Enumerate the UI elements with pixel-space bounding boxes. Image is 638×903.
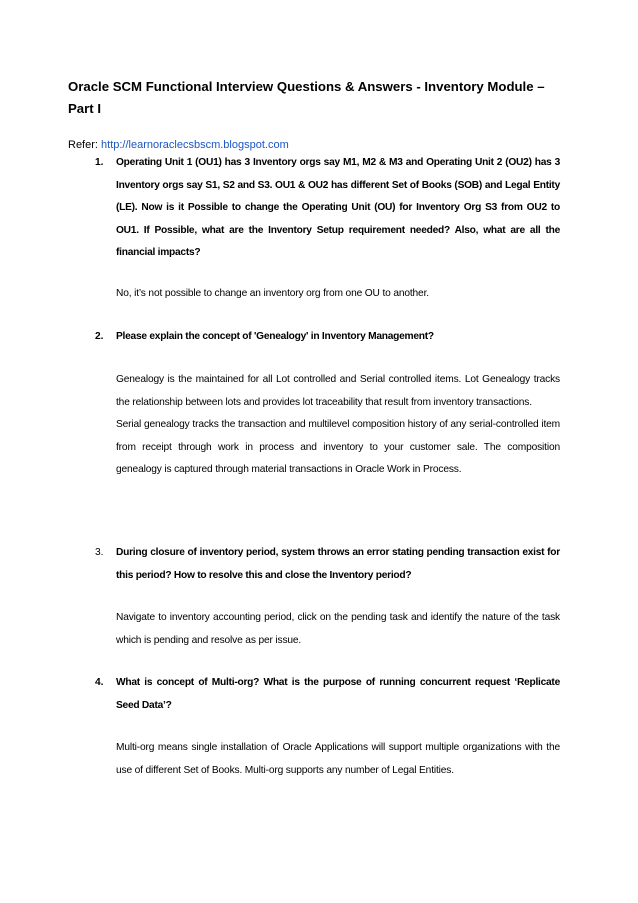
question-number: 4. xyxy=(95,677,104,688)
document-title: Oracle SCM Functional Interview Questions & Answers - Inventory Module – Part I xyxy=(68,79,545,116)
answer-block-2 xyxy=(116,369,560,482)
question-text: Operating Unit 1 (OU1) has 3 Inventory orgs say M1, M2 & M3 and Operating Unit 2 (OU2) has 3 Inventory orgs say S1, S2 and S3. OU1 & OU2 has different Set of Books (SOB) and Legal Entity (LE). Now is it Possible to change the Operating Unit (OU) for Inventory Org S3 from OU2 to OU1. If Possible, what are the Inventory Setup requirement needed? Also, what are all the financial impacts? xyxy=(116,157,560,258)
refer-label: Refer: xyxy=(68,139,98,151)
question-item-1 xyxy=(95,152,560,265)
question-item-3 xyxy=(95,542,560,587)
answer-text: Serial genealogy tracks the transaction and multilevel composition history of any serial-controlled item from receipt through work in process and inventory to your customer sale. The composition genealogy is captured through material transactions in Oracle Work in Process. xyxy=(116,419,560,475)
answer-text: No, it’s not possible to change an inventory org from one OU to another. xyxy=(116,288,429,299)
answer-block-1 xyxy=(116,283,560,306)
question-number: 2. xyxy=(95,331,104,342)
answer-block-4 xyxy=(116,737,560,782)
refer-link[interactable]: http://learnoraclecsbscm.blogspot.com xyxy=(101,139,289,151)
question-text: Please explain the concept of 'Genealogy' in Inventory Management? xyxy=(116,331,434,342)
answer-text: Navigate to inventory accounting period, click on the pending task and identify the nature of the task which is pending and resolve as per issue. xyxy=(116,612,560,646)
question-number: 1. xyxy=(95,157,104,168)
answer-text: Genealogy is the maintained for all Lot controlled and Serial controlled items. Lot Genealogy tracks the relationship between lots and provides lot traceability that result from inventory transactions. xyxy=(116,374,560,408)
question-item-2 xyxy=(95,326,560,349)
answer-text: Multi-org means single installation of Oracle Applications will support multiple organizations with the use of different Set of Books. Multi-org supports any number of Legal Entities. xyxy=(116,742,560,776)
question-text: During closure of inventory period, system throws an error stating pending transaction exist for this period? How to resolve this and close the Inventory period? xyxy=(116,547,560,581)
question-item-4 xyxy=(95,672,560,717)
question-text: What is concept of Multi-org? What is the purpose of running concurrent request ‘Replicate Seed Data’? xyxy=(116,677,560,711)
question-number: 3. xyxy=(95,547,104,558)
refer-line xyxy=(68,137,289,153)
answer-block-3 xyxy=(116,607,560,652)
